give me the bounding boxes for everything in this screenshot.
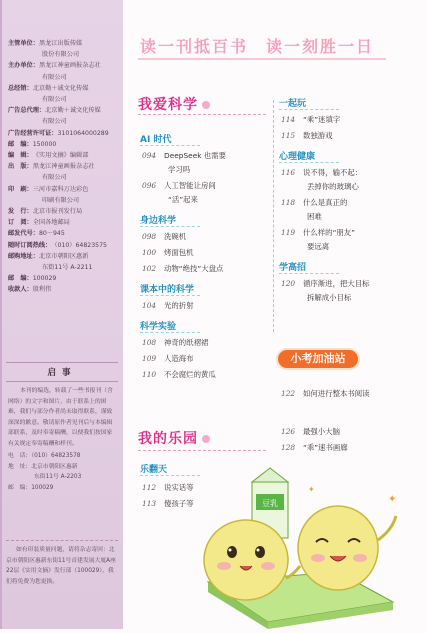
page-number: 104 [142,301,157,310]
entry-title: 数独游戏 [303,131,333,140]
imprint-row [8,83,120,94]
imprint-value: 《实用文摘》编辑部 [32,152,89,160]
imprint-key: 出 版： [8,163,33,171]
entry-title: 什么是真正的 [303,198,348,207]
entry-title: 如何进行整本书阅读 [303,389,370,398]
imprint-key: 广告总代理： [8,107,46,115]
imprint-row [8,206,120,217]
imprint-row [8,184,120,195]
page-number: 115 [281,131,296,140]
entry-title: DeepSeek 也需要 [164,151,227,160]
entry-title: 说实话等 [164,483,194,492]
badge-label: 小考加油站 [290,352,346,365]
soybean-illustration [188,462,423,629]
entry-title: 说不得，输不起： [303,168,363,177]
imprint-value: 全国各地邮局 [32,219,70,227]
toc-entry-128[interactable] [281,441,348,455]
entry-title: 循序渐进，把大目标 [303,279,370,288]
imprint-row [8,228,120,239]
page-number: 119 [281,228,296,237]
imprint-row [8,217,120,228]
page-number: 128 [281,443,296,452]
imprint-value: 100029 [32,275,57,283]
entry-title: 什么样的“朋友” [303,228,356,237]
category-heading: 心理健康 [279,152,316,162]
imprint-row [8,240,120,251]
entry-title: “乘”迷填字 [303,115,341,124]
toc-entry[interactable] [142,352,194,366]
page-number: 114 [281,115,296,124]
imprint-value-cont: 有限公司 [42,96,67,104]
toc-entry[interactable] [142,230,186,244]
category-underline [279,273,339,274]
entry-title: 动物“绝技”大盘点 [164,264,224,273]
imprint-key: 邮 编： [8,275,33,283]
entry-title: 不会腐烂的黄瓜 [164,370,216,379]
title-dot-icon [202,435,210,443]
notice-address: 地 址：北京市朝阳区惠新 [8,463,78,470]
entry-title: “乖”速书画廊 [303,443,348,452]
category-heading: 学高招 [279,263,307,273]
category-heading: 课本中的科学 [140,285,195,295]
category-underline [140,295,200,296]
notice-tel: 电 话：（010）64823578 [8,453,81,459]
section-underline [138,114,266,115]
imprint-key: 广告经营许可证： [8,129,58,137]
imprint-key: 编 辑： [8,152,33,160]
entry-title: 人造海布 [164,354,194,363]
imprint-value: 北京勤＋诚文化传媒 [32,84,89,92]
toc-entry[interactable] [142,368,216,382]
toc-entry[interactable] [281,196,347,224]
imprint-row [8,105,120,116]
imprint-sidebar [0,0,123,629]
imprint-row [8,273,120,284]
toc-entry[interactable] [281,166,362,194]
entry-title: 烤面包机 [164,248,194,257]
imprint-key: 印 刷： [8,185,33,193]
entry-title: 洗碗机 [164,232,187,241]
imprint-key: 订 阅： [8,219,33,227]
entry-title-cont: 要远离 [307,242,330,251]
section-underline [138,450,266,451]
category-heading: 科学实验 [140,322,177,332]
section-title-playground-text: 我的乐园 [138,431,198,447]
notice-zip: 邮 编：100029 [8,484,54,491]
toc-entry[interactable] [281,277,370,305]
toc-entry[interactable] [281,129,333,143]
page-number: 110 [142,370,157,379]
category-underline [279,109,339,110]
svg-text:✦: ✦ [308,485,315,494]
entry-title-cont: 困难 [307,212,322,221]
imprint-value: 3101064000289 [57,129,109,137]
quality-note: 如有印装质量问题，请将杂志寄回：北京市朝阳区惠新东街11号首建发展大厦A座22层《实用文摘》发行部（100029），我们将免费为您更换。 [6,540,118,587]
imprint-value-cont: 股份有限公司 [42,51,80,59]
category-heading: AI 时代 [140,135,172,145]
category-heading: 身边科学 [140,216,177,226]
category-underline [279,162,339,163]
page-number: 122 [281,389,296,398]
page-number: 120 [281,279,296,288]
toc-entry[interactable] [142,246,194,260]
entry-title: 光的折射 [164,301,194,310]
page-number: 100 [142,248,157,257]
imprint-value-cont: 有限公司 [42,174,67,182]
page-number: 112 [142,483,157,492]
sidebar-edge-line [0,0,2,629]
category-fun: 乐翻天 [140,465,168,475]
toc-entry-126[interactable] [281,425,340,439]
entry-title: 傻孩子等 [164,499,194,508]
imprint-key: 总经销： [8,84,33,92]
imprint-key: 邮购地址： [8,252,39,260]
page-number: 094 [142,151,157,160]
category-underline [140,332,200,333]
section-title-science [138,94,210,114]
imprint-key: 收款人： [8,286,33,294]
imprint-key: 邮 编： [8,140,33,148]
entry-title: 人工智能让房间 [164,181,216,190]
imprint-value: 北京勤＋诚文化传媒 [45,107,101,115]
imprint-value: 三河市嘉科万达彩色 [32,185,89,193]
toc-entry-122[interactable] [281,387,370,401]
imprint-value: 北京市朝阳区惠新 [38,252,89,260]
cartoon-beans-image [188,462,423,629]
imprint-key: 发 行： [8,208,33,216]
entry-title-cont: 拆解成小目标 [307,293,352,302]
toc-entry[interactable] [142,336,208,350]
page-number: 126 [281,427,296,436]
notice-body: 本刊的编选，转载了一些书报刊（含网络）的文字和图片，由于联系上的困难，我们与部分作者尚未取得联系，谨致深深的歉意。敬请原作者见刊后与本编辑部联系，及时奉寄稿酬，以便我们按国家有关规定奉寄稿酬和样刊。 [8,388,113,447]
svg-text:✦: ✦ [388,494,397,505]
toc-entry[interactable] [142,262,223,276]
page-number: 118 [281,198,296,207]
entry-title: 最强小大脑 [303,427,340,436]
toc-entry[interactable] [281,226,355,254]
imprint-key: 主管单位： [8,40,39,47]
page-number: 096 [142,181,157,190]
notice-title: 启事 [6,362,118,382]
toc-entry[interactable] [142,299,194,313]
toc-entry-112[interactable] [142,481,194,495]
notice-contact [6,449,118,495]
page-number: 102 [142,264,157,273]
imprint-value-cont: 有限公司 [42,118,67,126]
page-number: 108 [142,338,157,347]
column-divider [273,100,274,332]
imprint-value-cont: 有限公司 [42,73,67,81]
notice-address-cont: 东街11号 A-2203 [34,474,82,480]
imprint-row [8,284,120,295]
notice-box [6,362,118,495]
exam-station-badge [278,350,358,368]
toc-entry[interactable] [281,113,340,127]
imprint-value: 北京市报刊发行局 [32,208,83,216]
imprint-value: 80－945 [38,230,65,238]
section-title-science-text: 我爱科学 [138,97,198,113]
toc-entry-113[interactable] [142,497,194,511]
entry-title: 神奇的纸褶裙 [164,338,209,347]
category-underline [140,145,200,146]
imprint-value: 黑龙江神童画报杂志社 [38,62,101,70]
category-heading: 一起玩 [279,99,307,109]
title-dot-icon [202,101,210,109]
imprint-row [8,251,120,262]
entry-title-cont: 丢掉你的玻璃心 [307,182,359,191]
imprint-row [8,150,120,161]
category-underline [140,226,200,227]
page-number: 109 [142,354,157,363]
imprint-row [8,128,120,139]
imprint-row [8,38,120,49]
imprint-key: 邮发代号： [8,230,39,238]
imprint-value-cont: 东街11号 A-2211 [42,264,93,272]
slogan-underline [138,58,386,60]
page-number: 113 [142,499,157,508]
page-number: 098 [142,232,157,241]
imprint-value: 150000 [32,140,57,148]
toc-entry[interactable] [142,149,226,177]
imprint-key: 主办单位： [8,62,39,70]
imprint-key: 随时订阅热线： [8,241,52,249]
carton-label: 豆乳 [262,499,278,508]
entry-title-cont: 学习吗 [168,165,191,174]
imprint-value: 殷利伟 [32,286,52,294]
imprint-row [8,139,120,150]
imprint-value: （010）64823575 [51,241,107,249]
header-slogan: 读一刊抵百书 读一刻胜一日 [140,37,375,56]
imprint-value-cont: 印刷有限公司 [42,196,80,204]
imprint-row [8,161,120,172]
imprint-list [8,38,120,296]
entry-title-cont: “活”起来 [168,195,198,204]
imprint-row [8,60,120,71]
imprint-value: 黑龙江神童画报杂志社 [32,163,95,171]
page-number: 116 [281,168,296,177]
imprint-value: 黑龙江出版传媒 [38,40,83,47]
toc-entry[interactable] [142,179,216,207]
section-title-playground [138,428,210,448]
